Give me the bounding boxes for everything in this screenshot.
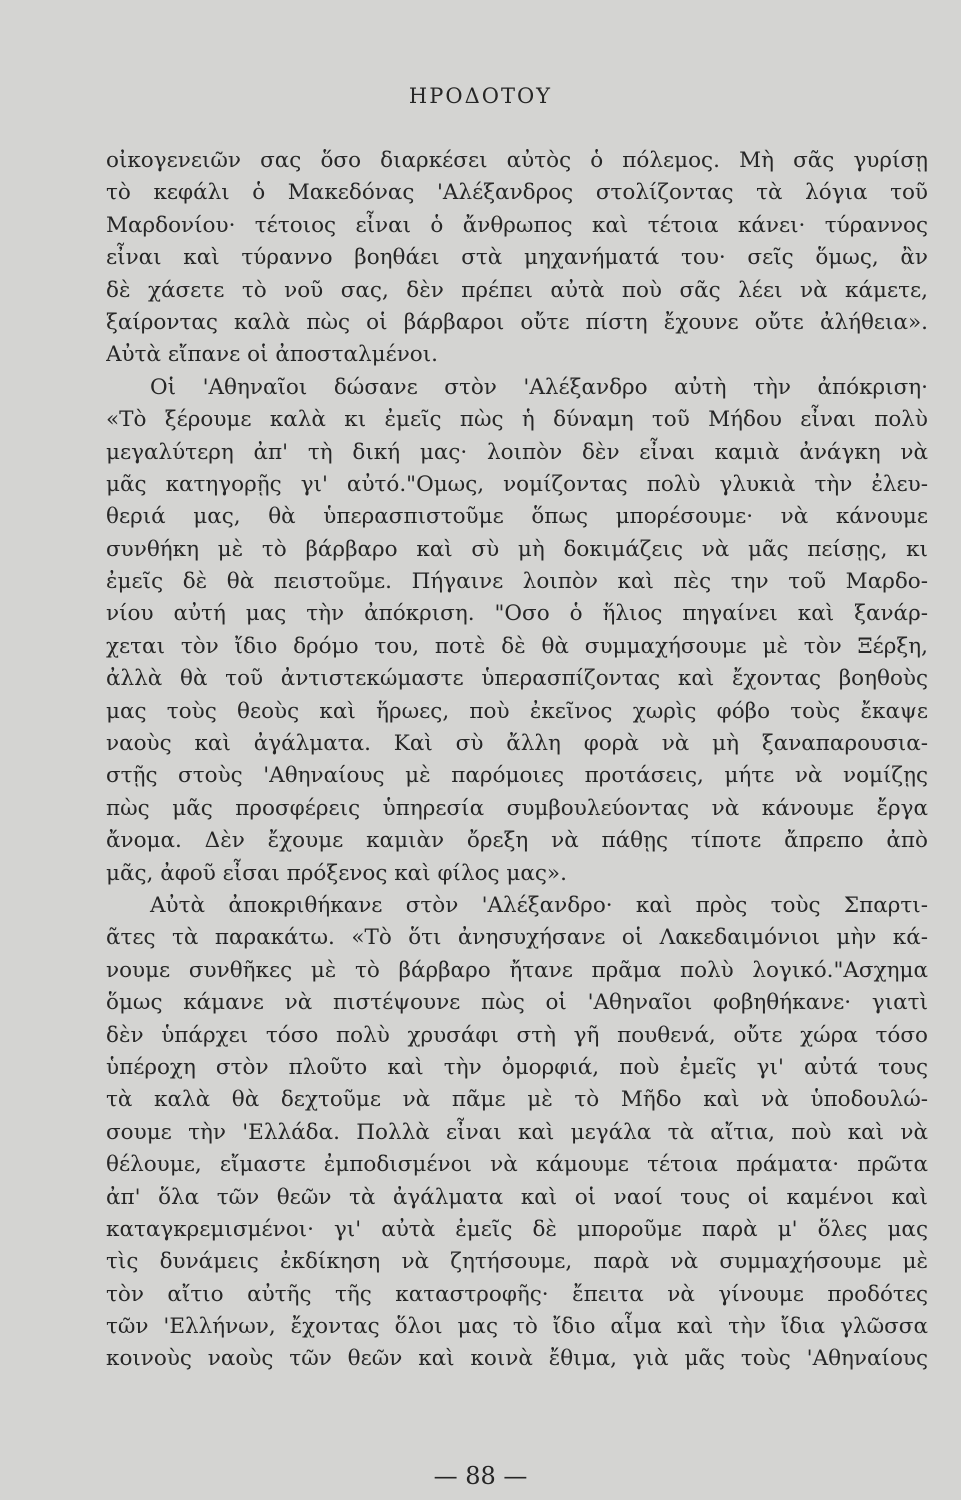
running-head: ΗΡΟΔΟΤΟΥ bbox=[408, 84, 553, 108]
text-line: τὸ κεφάλι ὁ Μακεδόνας 'Αλέξανδρος στολίζοντας τὰ λόγια τοῦ bbox=[106, 180, 928, 206]
text-line: ἀπ' ὅλα τῶν θεῶν τὰ ἀγάλματα καὶ οἱ ναοί τους οἱ καμένοι καὶ bbox=[106, 1184, 928, 1210]
text-line: σουμε τὴν 'Ελλάδα. Πολλὰ εἶναι καὶ μεγάλα τὰ αἴτια, ποὺ καὶ νὰ bbox=[106, 1119, 928, 1145]
text-line: Μαρδονίου· τέτοιος εἶναι ὁ ἄνθρωπος καὶ τέτοια κάνει· τύραννος bbox=[106, 212, 928, 238]
text-line: ἀλλὰ θὰ τοῦ ἀντιστεκώμαστε ὑπερασπίζοντας καὶ ἔχοντας βοηθοὺς bbox=[106, 666, 928, 692]
text-line: νουμε συνθῆκες μὲ τὸ βάρβαρο ἤτανε πρᾶμα πολὺ λογικό."Ασχημα bbox=[106, 957, 928, 983]
text-line: καταγκρεμισμένοι· γι' αὐτὰ ἐμεῖς δὲ μποροῦμε παρὰ μ' ὅλες μας bbox=[106, 1216, 928, 1242]
text-line: ναοὺς καὶ ἀγάλματα. Καὶ σὺ ἄλλη φορὰ νὰ μὴ ξαναπαρουσια- bbox=[106, 731, 928, 757]
text-line: δὲ χάσετε τὸ νοῦ σας, δὲν πρέπει αὐτὰ ποὺ σᾶς λέει νὰ κάμετε, bbox=[106, 277, 928, 303]
text-line: μᾶς, ἀφοῦ εἶσαι πρόξενος καὶ φίλος μας». bbox=[106, 860, 567, 886]
text-line: χεται τὸν ἴδιο δρόμο του, ποτὲ δὲ θὰ συμμαχήσουμε μὲ τὸν Ξέρξη, bbox=[106, 633, 928, 659]
text-line: οἰκογενειῶν σας ὅσο διαρκέσει αὐτὸς ὁ πόλεμος. Μὴ σᾶς γυρίσῃ bbox=[106, 148, 928, 173]
text-line: Αὐτὰ ἀποκριθήκανε στὸν 'Αλέξανδρο· καὶ πρὸς τοὺς Σπαρτι- bbox=[150, 892, 928, 918]
text-line: εἶναι καὶ τύραννο βοηθάει στὰ μηχανήματά του· σεῖς ὅμως, ἂν bbox=[106, 245, 928, 271]
text-line: ᾶτες τὰ παρακάτω. «Τὸ ὅτι ἀνησυχήσανε οἱ Λακεδαιμόνιοι μὴν κά- bbox=[106, 925, 928, 951]
text-line: στῇς στοὺς 'Αθηναίους μὲ παρόμοιες προτάσεις, μήτε νὰ νομίζῃς bbox=[106, 763, 928, 789]
text-line: ἐμεῖς δὲ θὰ πειστοῦμε. Πήγαινε λοιπὸν καὶ πὲς την τοῦ Μαρδο- bbox=[106, 569, 928, 595]
text-line: τῶν 'Ελλήνων, ἔχοντας ὅλοι μας τὸ ἴδιο αἷμα καὶ τὴν ἴδια γλῶσσα bbox=[106, 1314, 928, 1340]
text-line: κοινοὺς ναοὺς τῶν θεῶν καὶ κοινὰ ἔθιμα, γιὰ μᾶς τοὺς 'Αθηναίους bbox=[106, 1346, 928, 1372]
text-line: τὰ καλὰ θὰ δεχτοῦμε νὰ πᾶμε μὲ τὸ Μῆδο καὶ νὰ ὑποδουλώ- bbox=[106, 1087, 928, 1113]
text-line: θέλουμε, εἴμαστε ἐμποδισμένοι νὰ κάμουμε τέτοια πράματα· πρῶτα bbox=[106, 1152, 928, 1178]
text-line: τὸν αἴτιο αὐτῆς τῆς καταστροφῆς· ἔπειτα νὰ γίνουμε προδότες bbox=[106, 1281, 928, 1307]
text-line: ξαίροντας καλὰ πὼς οἱ βάρβαροι οὔτε πίστη ἔχουνε οὔτε ἀλήθεια». bbox=[106, 309, 928, 335]
text-line: συνθήκη μὲ τὸ βάρβαρο καὶ σὺ μὴ δοκιμάζεις νὰ μᾶς πείσῃς, κι bbox=[106, 536, 928, 562]
text-line: ἄνομα. Δὲν ἔχουμε καμιὰν ὄρεξη νὰ πάθῃς τίποτε ἄπρεπο ἀπὸ bbox=[106, 828, 928, 854]
text-line: θεριά μας, θὰ ὑπερασπιστοῦμε ὅπως μπορέσουμε· νὰ κάνουμε bbox=[106, 504, 928, 530]
text-line: πὼς μᾶς προσφέρεις ὑπηρεσία συμβουλεύοντας νὰ κάνουμε ἔργα bbox=[106, 795, 928, 821]
text-line: τὶς δυνάμεις ἐκδίκηση νὰ ζητήσουμε, παρὰ νὰ συμμαχήσουμε μὲ bbox=[106, 1249, 928, 1275]
text-line: Οἱ 'Αθηναῖοι δώσανε στὸν 'Αλέξανδρο αὐτὴ τὴν ἀπόκριση· bbox=[150, 374, 928, 400]
text-line: δὲν ὑπάρχει τόσο πολὺ χρυσάφι στὴ γῆ πουθενά, οὔτε χώρα τόσο bbox=[106, 1022, 928, 1048]
text-line: ὅμως κάμανε νὰ πιστέψουνε πὼς οἱ 'Αθηναῖοι φοβηθήκανε· γιατὶ bbox=[106, 990, 928, 1016]
text-line: νίου αὐτή μας τὴν ἀπόκριση. "Οσο ὁ ἥλιος πηγαίνει καὶ ξανάρ- bbox=[106, 601, 928, 627]
text-line: Αὐτὰ εἴπανε οἱ ἀποσταλμένοι. bbox=[106, 342, 439, 368]
text-line: μεγαλύτερη ἀπ' τὴ δική μας· λοιπὸν δὲν εἶναι καμιὰ ἀνάγκη νὰ bbox=[106, 439, 928, 465]
text-line: μᾶς κατηγορῇς γι' αὐτό."Ομως, νομίζοντας πολὺ γλυκιὰ τὴν ἐλευ- bbox=[106, 471, 928, 497]
page-number: — 88 — bbox=[433, 1462, 528, 1490]
text-line: ὑπέροχη στὸν πλοῦτο καὶ τὴν ὀμορφιά, ποὺ ἐμεῖς γι' αὐτά τους bbox=[106, 1054, 928, 1080]
body-text bbox=[106, 145, 928, 1376]
text-line: «Τὸ ξέρουμε καλὰ κι ἐμεῖς πὼς ἡ δύναμη τοῦ Μήδου εἶναι πολὺ bbox=[106, 407, 928, 433]
text-line: μας τοὺς θεοὺς καὶ ἥρωες, ποὺ ἐκεῖνος χωρὶς φόβο τοὺς ἔκαψε bbox=[106, 698, 928, 724]
